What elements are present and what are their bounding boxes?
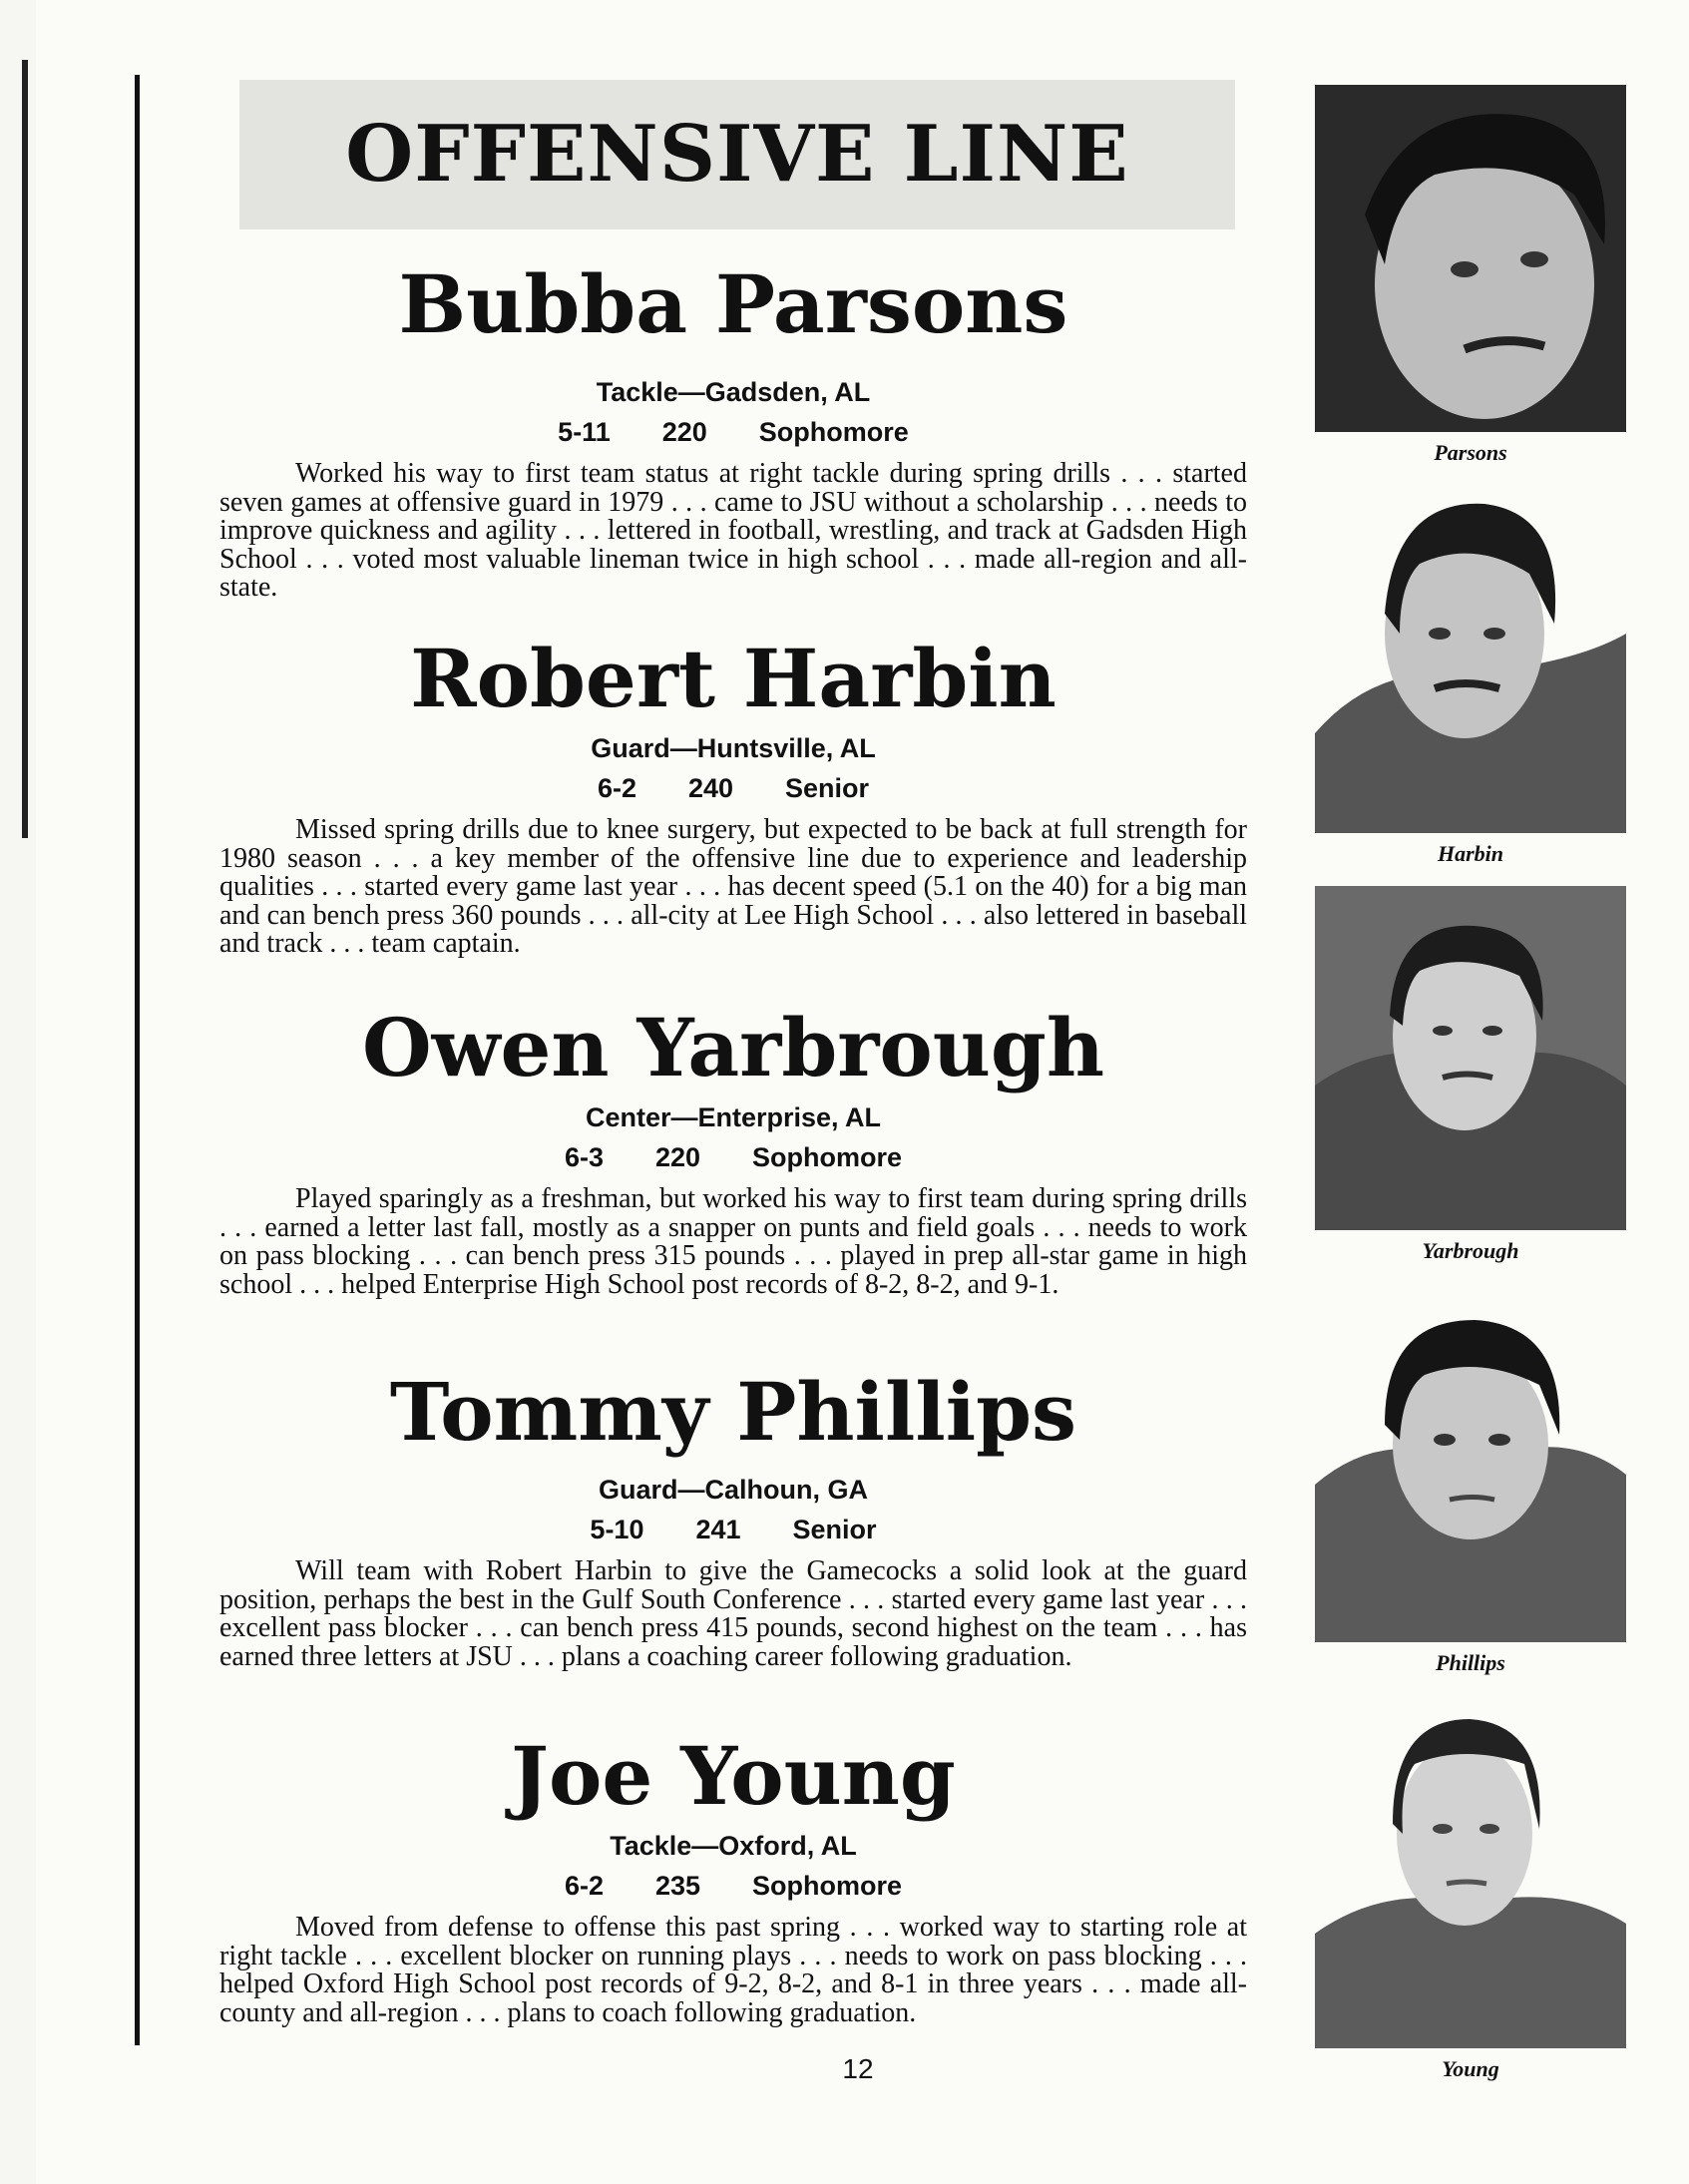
photo-phillips (1315, 1315, 1626, 1678)
photo-harbin (1315, 484, 1626, 869)
player-height: 6-2 (597, 773, 636, 803)
photo-young (1315, 1704, 1626, 2084)
player-position: Center—Enterprise, AL (585, 1102, 882, 1132)
player-bio: Moved from defense to offense this past spring . . . worked way to starting role at right tackle . . . excellent blocker on running plays . . . needs to work on pass blocking . . . helped Oxford High School post records of 9-2, 8-2, and 8-1 in three years . . . made all-county and all-region . . . plans to coach following graduation. (219, 1912, 1247, 2028)
player-photo (1315, 1315, 1626, 1642)
player-photo (1315, 85, 1626, 432)
player-class: Senior (785, 773, 870, 803)
player-stats (219, 1866, 1247, 1906)
player-weight: 220 (654, 1142, 701, 1172)
player-height: 6-2 (564, 1871, 604, 1901)
page-binding-edge (0, 0, 36, 2184)
player-entry-harbin (219, 629, 1247, 959)
player-bio: Missed spring drills due to knee surgery, but expected to be back at full strength for 1980 season . . . a key member of the offensive line due to experience and leadership qualities . . . started every game last year . . . has decent speed (5.1 on the 40) for a big man and can bench press 360 pounds . . . all-city at Lee High School . . . also lettered in baseball and track . . . team captain. (219, 814, 1247, 959)
player-name: Robert Harbin (410, 632, 1056, 725)
player-stats (219, 768, 1247, 808)
player-weight: 235 (654, 1871, 701, 1901)
section-title: OFFENSIVE LINE (345, 109, 1129, 200)
photo-parsons (1315, 85, 1626, 468)
player-photo (1315, 886, 1626, 1230)
player-name: Tommy Phillips (389, 1365, 1077, 1459)
player-position: Guard—Calhoun, GA (599, 1475, 868, 1505)
player-entry-yarbrough (219, 998, 1247, 1299)
player-weight: 240 (687, 773, 734, 803)
photo-caption: Parsons (1434, 440, 1507, 465)
player-position: Tackle—Oxford, AL (610, 1831, 857, 1861)
player-class: Sophomore (758, 417, 909, 447)
player-bio: Played sparingly as a freshman, but worked his way to first team during spring drills . . . earned a letter last fall, mostly as a snapper on punts and field goals . . . needs to work on pass blocking . . . can bench press 315 pounds . . . played in prep all-star game in high school . . . helped Enterprise High School post records of 8-2, 8-2, and 9-1. (219, 1183, 1247, 1300)
player-weight: 241 (695, 1515, 741, 1544)
player-entry-parsons (219, 254, 1247, 603)
player-stats (219, 1510, 1247, 1549)
player-entry-young (219, 1726, 1247, 2027)
player-height: 5-11 (558, 417, 611, 447)
player-bio: Will team with Robert Harbin to give the Gamecocks a solid look at the guard position, perhaps the best in the Gulf South Conference . . . started every game last year . . . excellent pass blocker . . . can bench press 415 pounds, second highest on the team . . . has earned three letters at JSU . . . plans a coaching career following graduation. (219, 1555, 1247, 1672)
player-height: 6-3 (564, 1142, 604, 1172)
player-name: Bubba Parsons (398, 257, 1068, 351)
photo-caption: Harbin (1437, 841, 1504, 866)
player-class: Sophomore (752, 1871, 903, 1901)
player-name: Joe Young (511, 1729, 956, 1823)
photo-caption: Young (1442, 2056, 1499, 2081)
player-height: 5-10 (590, 1515, 644, 1544)
photo-caption: Phillips (1436, 1650, 1505, 1675)
photo-yarbrough (1315, 886, 1626, 1266)
section-title-band (239, 80, 1235, 229)
player-stats (219, 1137, 1247, 1177)
player-stats (219, 412, 1247, 452)
player-position: Tackle—Gadsden, AL (596, 377, 871, 407)
photo-caption: Yarbrough (1422, 1238, 1519, 1263)
player-weight: 220 (661, 417, 707, 447)
player-photo (1315, 484, 1626, 833)
player-class: Sophomore (752, 1142, 903, 1172)
player-bio: Worked his way to first team status at right tackle during spring drills . . . started seven games at offensive guard in 1979 . . . came to JSU without a scholarship . . . needs to improve quickness and agility . . . lettered in football, wrestling, and track at Gadsden High School . . . voted most valuable lineman twice in high school . . . made all-region and all-state. (219, 458, 1247, 603)
margin-rule (135, 75, 140, 2045)
player-position: Guard—Huntsville, AL (591, 733, 876, 763)
binding-mark (22, 60, 28, 838)
player-photo (1315, 1704, 1626, 2048)
player-class: Senior (792, 1515, 877, 1544)
player-name: Owen Yarbrough (361, 1001, 1105, 1094)
player-entry-phillips (219, 1362, 1247, 1671)
page-number: 12 (842, 2053, 874, 2084)
